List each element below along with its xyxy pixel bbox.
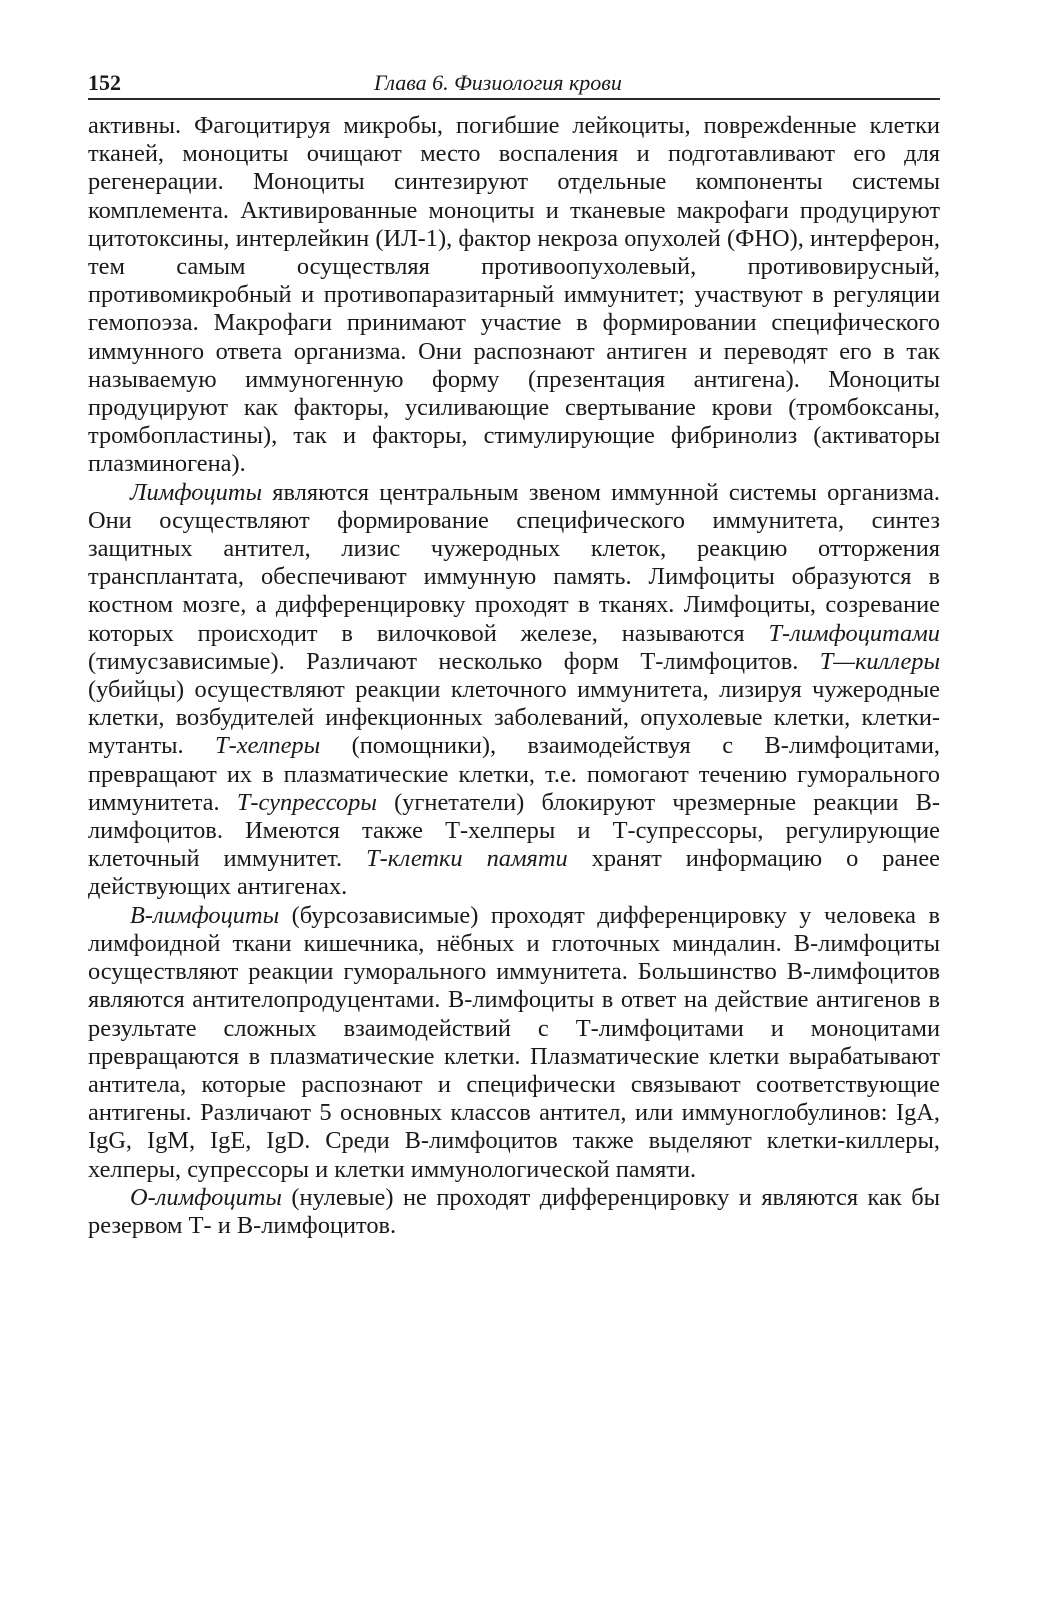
body-text bbox=[88, 112, 940, 1240]
italic-term: Лимфоциты bbox=[130, 478, 262, 506]
text-run: являются центральным звеном иммунной системы организма. Они осуществляют формирование специфического иммунитета, синтез защитных антител, лизис чужеродных клеток, реакцию отторжения трансплантата, обеспечивают иммунную память. Лимфоциты образуются в костном мозге, а дифференцировку проходят в тканях. Лимфоциты, созревание которых происходит в вилочковой железе, называются bbox=[88, 478, 940, 647]
text-run: (нулевые) не проходят дифференцировку и являются как бы резервом Т- и В-лимфоцитов. bbox=[88, 1183, 940, 1239]
text-run: (бурсозависимые) проходят дифференцировку у человека в лимфоидной ткани кишечника, нёбных и глоточных миндалин. В-лимфоциты осуществляют реакции гуморального иммунитета. Большинство В-лимфоцитов являются антителопродуцентами. В-лимфоциты в ответ на действие антигенов в результате сложных взаимодействий с Т-лимфоцитами и моноцитами превращаются в плазматические клетки. Плазматические клетки вырабатывают антитела, которые распознают и специфически связывают соответствующие антигены. Различают 5 основных классов антител, или иммуноглобулинов: IgA, IgG, IgM, IgE, IgD. Среди В-лимфоцитов также выделяют клетки-киллеры, хелперы, супрессоры и клетки иммунологической памяти. bbox=[88, 901, 940, 1183]
paragraph bbox=[88, 1184, 940, 1240]
paragraph bbox=[88, 902, 940, 1184]
paragraph bbox=[88, 479, 940, 902]
italic-term: О-лимфоциты bbox=[130, 1183, 282, 1211]
text-run: хранят информацию о ранее действующих антигенах. bbox=[88, 845, 940, 901]
running-header bbox=[88, 58, 940, 100]
text-run: (угнетатели) блокируют чрезмерные реакции В-лимфоцитов. Имеются также Т-хелперы и Т-супрессоры, регулирующие клеточный иммунитет. bbox=[88, 788, 941, 873]
text-run: (тимусзависимые). Различают несколько форм Т-лимфоцитов. bbox=[88, 647, 820, 675]
text-run: (убийцы) осуществляют реакции клеточного иммунитета, лизируя чужеродные клетки, возбудителей инфекционных заболеваний, опухолевые клетки, клетки-мутанты. bbox=[88, 676, 940, 760]
book-page bbox=[88, 58, 940, 1240]
text-run: активны. Фагоцитируя микробы, погибшие лейкоциты, поврежdенные клетки тканей, моноциты очищают место воспаления и подготавливают его для регенерации. Моноциты синтезируют отдельные компоненты системы комплемента. Активированные моноциты и тканевые макрофаги продуцируют цитотоксины, интерлейкин (ИЛ-1), фактор некроза опухолей (ФНО), интерферон, тем самым осуществляя противоопухолевый, противовирусный, противомикробный и противопаразитарный иммунитет; участвуют в регуляции гемопоэза. Макрофаги принимают участие в формировании специфического иммунного ответа организма. Они распознают антиген и переводят его в так называемую иммуногенную форму (презентация антигена). Моноциты продуцируют как факторы, усиливающие свертывание крови (тромбоксаны, тромбопластины), так и факторы, стимулирующие фибринолиз (активаторы плазминогена). bbox=[88, 112, 940, 478]
paragraph bbox=[88, 112, 940, 479]
italic-term: В-лимфоциты bbox=[130, 901, 280, 929]
text-run: (помощники), взаимодействуя с В-лимфоцитами, превращают их в плазматические клетки, т.е. помогают течению гуморального иммунитета. bbox=[88, 732, 940, 816]
italic-term: Т—киллеры bbox=[819, 647, 940, 675]
chapter-title: Глава 6. Физиология крови bbox=[374, 70, 622, 95]
italic-term: Т-клетки памяти bbox=[366, 845, 568, 873]
italic-term: Т-лимфоцитами bbox=[768, 619, 940, 647]
italic-term: Т-супрессоры bbox=[236, 788, 377, 816]
italic-term: Т-хелперы bbox=[215, 732, 321, 760]
page-number: 152 bbox=[88, 70, 121, 95]
